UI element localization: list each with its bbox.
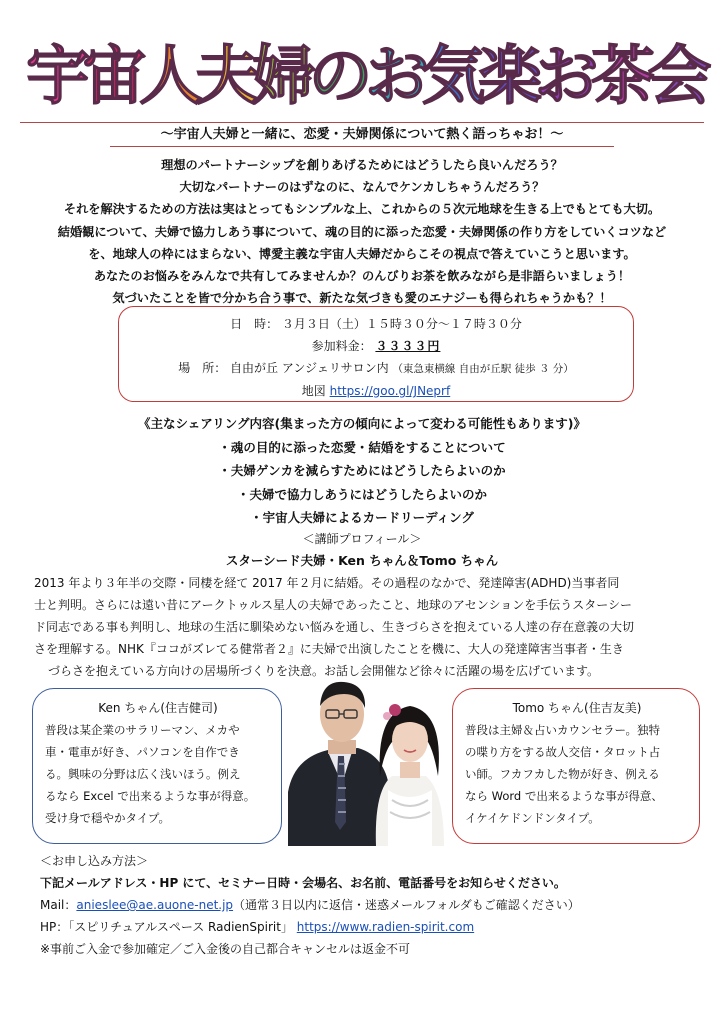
bio-line: づらさを抱えている方向けの居場所づくりを決意。お話し会開催など徐々に活躍の場を広げています。 xyxy=(48,664,600,678)
application-section xyxy=(40,850,710,960)
topic-item: ・夫婦で協力しあうにはどうしたらよいのか xyxy=(236,486,487,502)
mail-row xyxy=(40,894,710,916)
hp-link[interactable]: https://www.radien-spirit.com xyxy=(296,920,475,934)
title-char: 宙 xyxy=(82,40,147,114)
map-label: 地図 xyxy=(301,384,326,398)
apply-instructions: 下記メールアドレス・HP にて、セミナー日時・会場名、お名前、電話番号をお知らせください。 xyxy=(40,876,566,890)
subtitle: ～宇宙人夫婦と一緒に、恋愛・夫婦関係について熱く語っちゃお！～ xyxy=(160,127,564,142)
bio-line: 士と判明。さらには遠い昔にアークトゥルス星人の夫婦であったこと、地球のアセンションを手伝うスターシー xyxy=(34,598,632,612)
tomo-title: Tomo ちゃん(住吉友美) xyxy=(512,701,642,715)
intro-line: 大切なパートナーのはずなのに、なんでケンカしちゃうんだろう？ xyxy=(179,180,545,195)
intro-text xyxy=(20,154,704,309)
topic-item: ・魂の目的に添った恋愛・結婚をすることについて xyxy=(218,439,506,455)
event-details-box xyxy=(118,306,634,402)
title-char: 楽 xyxy=(478,40,542,114)
intro-line: あなたのお悩みをみんなで共有してみませんか？のんびりお茶を飲みながら是非語らいましょう！ xyxy=(93,269,631,284)
map-link[interactable]: https://goo.gl/JNeprf xyxy=(329,384,451,398)
tomo-line: い師。フカフカした物が好き、例える xyxy=(465,767,660,781)
title-char: 夫 xyxy=(195,40,260,114)
intro-line: 気づいたことを皆で分かち合う事で、新たな気づきも愛のエナジーも得られちゃうかも？！ xyxy=(112,291,612,306)
ken-title: Ken ちゃん(住吉健司) xyxy=(98,701,218,715)
tomo-line: の喋り方をする故人交信・タロット占 xyxy=(465,745,661,759)
flyer-title xyxy=(0,0,724,125)
tomo-line: 普段は主婦＆占いカウンセラー。独特 xyxy=(465,723,661,737)
event-date-row xyxy=(119,313,633,335)
intro-line: を、地球人の枠にはまらない、博愛主義な宇宙人夫婦だからこその視点で答えていこうと思います。 xyxy=(88,246,636,261)
mail-note: （通常３日以内に返信・迷惑メールフォルダもご確認ください） xyxy=(233,898,580,912)
tomo-line: イケイケドンドンタイプ。 xyxy=(465,811,600,825)
hp-row xyxy=(40,916,710,938)
title-char: お xyxy=(365,40,429,114)
tomo-line: なら Word で出来るような事が得意、 xyxy=(465,789,663,803)
date-value: ３月３日（土）１５時３０分～１７時３０分 xyxy=(281,317,522,331)
mail-link[interactable]: anieslee@ae.auone-net.jp xyxy=(76,898,234,912)
place-note: （東急東横線 自由が丘駅 徒歩 ３ 分） xyxy=(392,363,574,375)
title-characters xyxy=(26,40,712,114)
ken-line: 普段は某企業のサラリーマン、メカや xyxy=(45,723,240,737)
date-label: 日 時： xyxy=(230,317,279,331)
event-map-row xyxy=(119,380,633,402)
title-char: 宇 xyxy=(26,40,90,114)
title-char: お xyxy=(534,40,599,114)
fee-value: ３３３３円 xyxy=(375,339,441,353)
title-char: 婦 xyxy=(252,40,316,114)
hp-label: HP：「スピリチュアルスペース RadienSpirit」 xyxy=(40,920,293,934)
ken-line: るなら Excel で出来るような事が得意。 xyxy=(45,789,256,803)
bio-line: 2013 年より３年半の交際・同棲を経て 2017 年２月に結婚。その過程のなかで、発達障害(ADHD)当事者同 xyxy=(34,576,620,590)
apply-heading: ＜お申し込み方法＞ xyxy=(40,854,149,868)
title-char: 茶 xyxy=(591,40,655,114)
bio-line: ド同志である事も判明し、地球の生活に馴染めない悩みを通し、生きづらさを抱えている人達の存在意義の大切 xyxy=(34,620,635,634)
couple-photo xyxy=(288,672,446,846)
profile-name: スターシード夫婦・Ken ちゃん＆Tomo ちゃん xyxy=(225,553,499,568)
profile-bio xyxy=(34,572,694,682)
event-fee-row xyxy=(119,335,633,357)
event-place-row xyxy=(119,357,633,380)
fee-label: 参加料金： xyxy=(311,339,372,353)
ken-line: る。興味の分野は広く浅いほう。例え xyxy=(45,767,241,781)
title-char: 気 xyxy=(421,40,486,114)
ribbon-bottom-line xyxy=(110,146,614,147)
title-char: 会 xyxy=(647,40,712,114)
topic-item: ・宇宙人夫婦によるカードリーディング xyxy=(250,510,474,525)
title-char: の xyxy=(308,40,373,114)
intro-line: 理想のパートナーシップを創りあげるためにはどうしたら良いんだろう？ xyxy=(161,158,563,172)
place-value: 自由が丘 アンジェリサロン内 xyxy=(230,361,389,375)
place-label: 場 所： xyxy=(178,361,227,375)
title-char: 人 xyxy=(139,40,203,114)
ken-line: 車・電車が好き、パソコンを自作でき xyxy=(45,745,240,759)
intro-line: 結婚観について、夫婦で協力しあう事について、魂の目的に添った恋愛・夫婦関係の作り方をしていくコツなど xyxy=(57,224,667,239)
ken-line: 受け身で穏やかタイプ。 xyxy=(45,811,171,825)
topic-item: ・夫婦ゲンカを減らすためにはどうしたらよいのか xyxy=(218,463,506,478)
profile-heading: ＜講師プロフィール＞ xyxy=(302,532,422,546)
ribbon-top-line xyxy=(20,122,704,123)
tomo-profile-card xyxy=(452,688,700,844)
couple-photo-illustration xyxy=(288,672,446,846)
topics-heading: 《主なシェアリング内容(集まった方の傾向によって変わる可能性もあります)》 xyxy=(138,416,586,431)
mail-label: Mail： xyxy=(40,898,77,912)
intro-line: それを解決するための方法は実はとってもシンプルな上、これからの５次元地球を生きる上でもとても大切。 xyxy=(63,202,661,217)
ken-profile-card xyxy=(32,688,282,844)
topics-section xyxy=(20,412,704,530)
bio-line: さを理解する。NHK『ココがズレてる健常者２』に夫婦で出演したことを機に、大人の発達障害当事者・生き xyxy=(34,642,624,656)
title-graphic xyxy=(0,0,724,125)
cancel-notice: ※事前ご入金で参加確定／ご入金後の自己都合キャンセルは返金不可 xyxy=(40,942,411,956)
